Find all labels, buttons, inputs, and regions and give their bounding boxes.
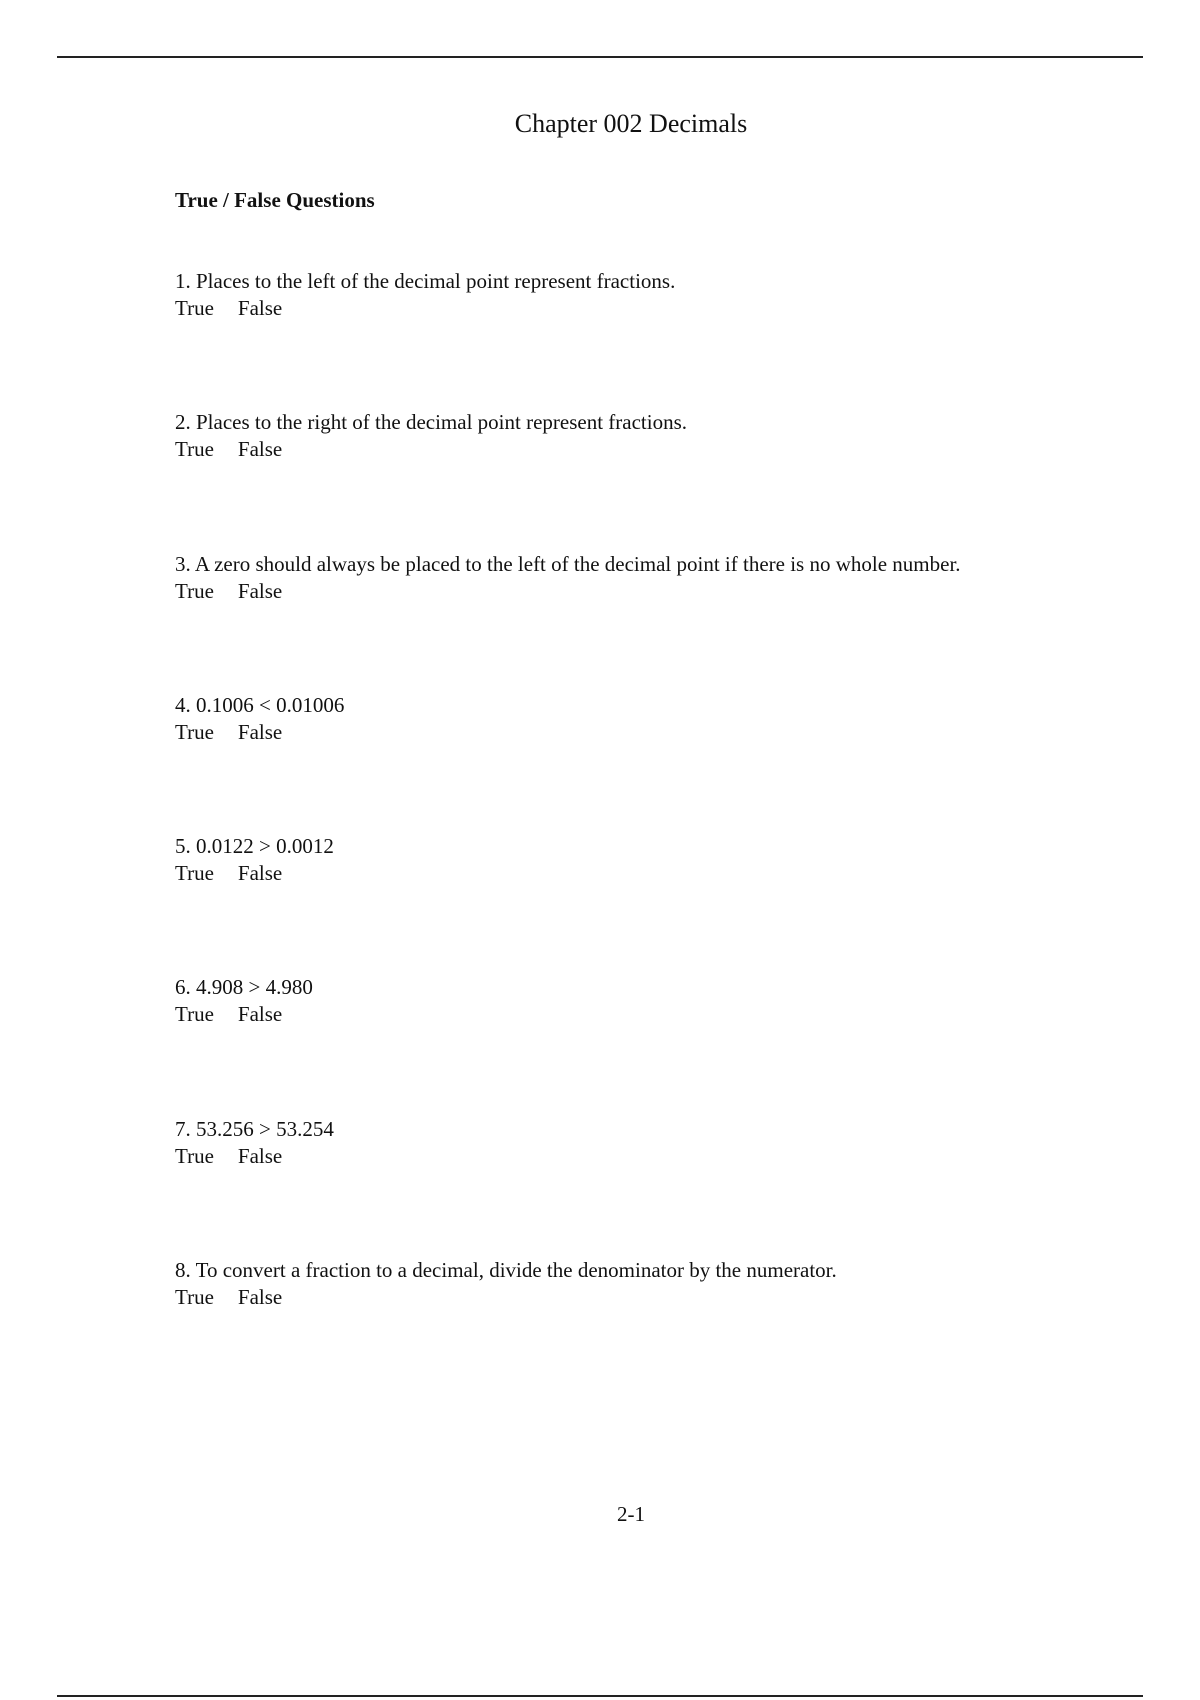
true-option[interactable]: True	[175, 1143, 214, 1168]
answer-options	[175, 1001, 1135, 1028]
question-text: 6. 4.908 > 4.980	[175, 975, 313, 1000]
answer-options	[175, 436, 1135, 463]
answer-options	[175, 578, 1135, 605]
question-list	[175, 268, 1135, 1398]
true-option[interactable]: True	[175, 578, 214, 603]
answer-options	[175, 860, 1135, 887]
true-option[interactable]: True	[175, 1002, 214, 1027]
question-item	[175, 692, 1135, 833]
question-item	[175, 409, 1135, 550]
false-option[interactable]: False	[237, 1002, 283, 1027]
false-option[interactable]: False	[237, 578, 283, 603]
section-heading: True / False Questions	[175, 188, 375, 212]
false-option[interactable]: False	[237, 437, 283, 462]
question-text: 2. Places to the right of the decimal point represent fractions.	[175, 410, 688, 435]
chapter-title: Chapter 002 Decimals	[514, 109, 748, 138]
true-option[interactable]: True	[175, 861, 214, 886]
question-text: 4. 0.1006 < 0.01006	[175, 692, 345, 717]
true-option[interactable]: True	[175, 719, 214, 744]
false-option[interactable]: False	[237, 1285, 283, 1310]
question-text: 8. To convert a fraction to a decimal, divide the denominator by the numerator.	[175, 1258, 837, 1283]
question-item	[175, 833, 1135, 974]
question-item	[175, 551, 1135, 692]
false-option[interactable]: False	[237, 861, 283, 886]
question-item	[175, 974, 1135, 1115]
question-text: 5. 0.0122 > 0.0012	[175, 834, 334, 859]
question-text: 7. 53.256 > 53.254	[175, 1116, 334, 1141]
true-option[interactable]: True	[175, 1285, 214, 1310]
page-number: 2-1	[617, 1502, 645, 1526]
footer-rule	[57, 1695, 1143, 1697]
question-text: 3. A zero should always be placed to the left of the decimal point if there is no whole number.	[175, 551, 961, 576]
header-rule	[57, 56, 1143, 58]
question-item	[175, 1116, 1135, 1257]
question-text: 1. Places to the left of the decimal point represent fractions.	[175, 269, 676, 293]
question-item	[175, 268, 1135, 409]
false-option[interactable]: False	[237, 719, 283, 744]
question-item	[175, 1257, 1135, 1398]
false-option[interactable]: False	[237, 1143, 283, 1168]
answer-options	[175, 1284, 1135, 1311]
false-option[interactable]: False	[237, 296, 283, 320]
true-option[interactable]: True	[175, 296, 214, 320]
answer-options	[175, 295, 1135, 322]
answer-options	[175, 1143, 1135, 1170]
answer-options	[175, 719, 1135, 746]
true-option[interactable]: True	[175, 437, 214, 462]
